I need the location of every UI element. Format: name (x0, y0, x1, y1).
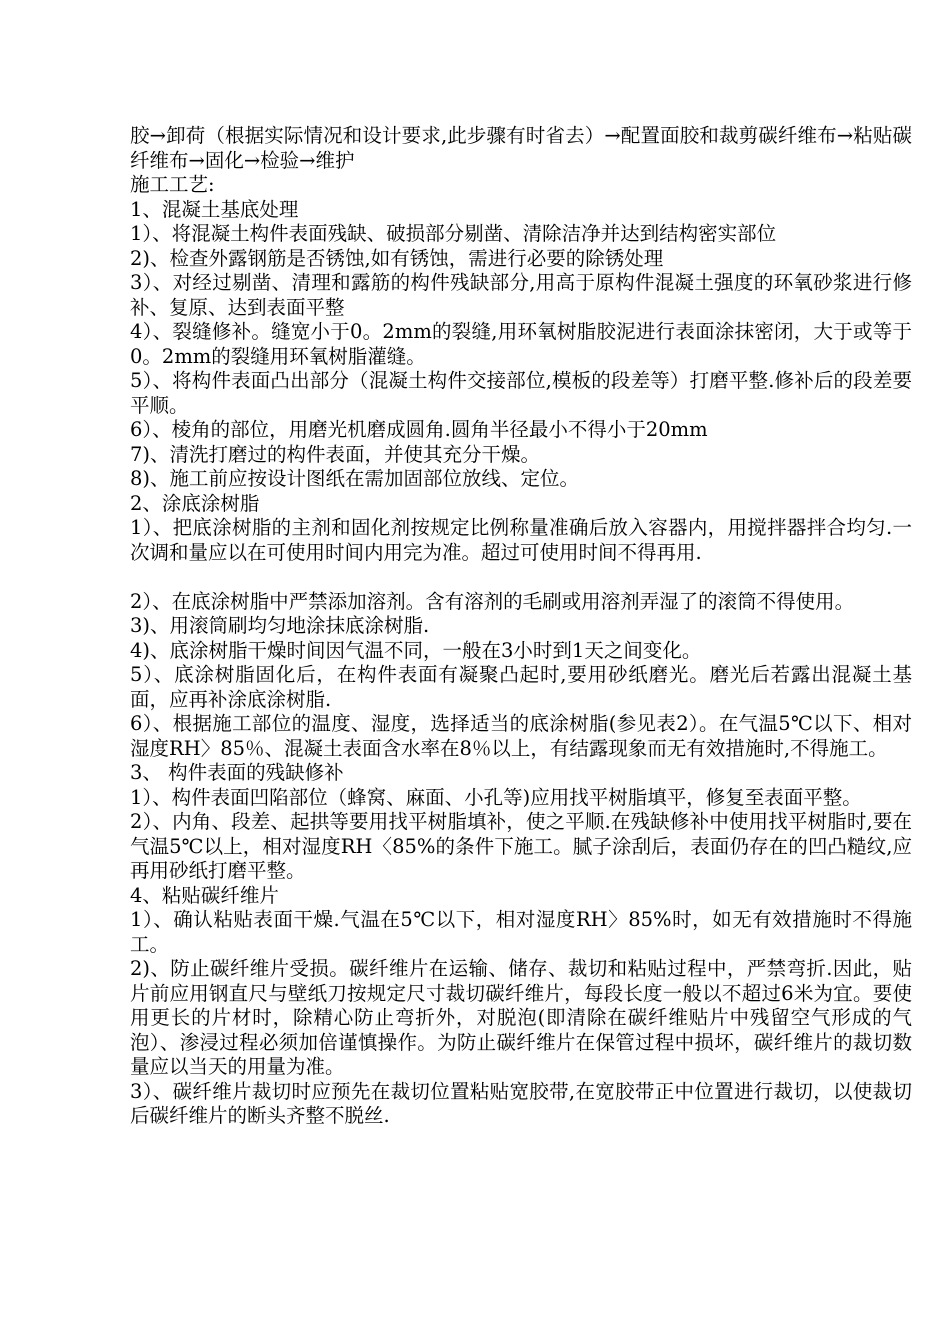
paragraph: 2)、检查外露钢筋是否锈蚀,如有锈蚀，需进行必要的除锈处理 (130, 246, 664, 270)
section-label: 施工工艺: (130, 173, 215, 196)
paragraph: 7)、清洗打磨过的构件表面，并使其充分干燥。 (130, 442, 541, 466)
blank-line (130, 565, 912, 590)
paragraph: 1）、把底涂树脂的主剂和固化剂按规定比例称量准确后放入容器内，用搅拌器拌合均匀.一次调和量应以在可使用时间内用完为准。超过可使用时间不得再用. (130, 516, 912, 564)
paragraph: 2）、内角、段差、起拱等要用找平树脂填补，使之平顺.在残缺修补中使用找平树脂时,要在气温5℃以上，相对湿度RH〈85%的条件下施工。腻子涂刮后，表面仍存在的凹凸糙纹,应再用砂纸打磨平整。 (130, 810, 912, 882)
paragraph: 2）、在底涂树脂中严禁添加溶剂。含有溶剂的毛刷或用溶剂弄湿了的滚筒不得使用。 (130, 589, 855, 613)
section-heading: 3、 构件表面的残缺修补 (130, 761, 344, 784)
paragraph: 4）、裂缝修补。缝宽小于0。2mm的裂缝,用环氧树脂胶泥进行表面涂抹密闭，大于或等于0。2mm的裂缝用环氧树脂灌缝。 (130, 320, 912, 368)
section-heading: 4、粘贴碳纤维片 (130, 883, 279, 907)
paragraph: 6）、根据施工部位的温度、湿度，选择适当的底涂树脂(参见表2）。在气温5℃以下、相对湿度RH〉85％、混凝土表面含水率在8％以上，有结露现象而无有效措施时,不得施工。 (130, 712, 912, 760)
paragraph: 5）、底涂树脂固化后，在构件表面有凝聚凸起时,要用砂纸磨光。磨光后若露出混凝土基面，应再补涂底涂树脂. (130, 663, 912, 711)
paragraph: 1）、构件表面凹陷部位（蜂窝、麻面、小孔等)应用找平树脂填平，修复至表面平整。 (130, 785, 862, 809)
paragraph: 3）、对经过剔凿、清理和露筋的构件残缺部分,用高于原构件混凝土强度的环氧砂浆进行修补、复原、达到表面平整 (130, 271, 912, 319)
paragraph: 6）、棱角的部位，用磨光机磨成圆角.圆角半径最小不得小于20mm (130, 418, 708, 441)
paragraph: 1）、将混凝土构件表面残缺、破损部分剔凿、清除洁净并达到结构密实部位 (130, 222, 777, 245)
document-body (130, 124, 912, 1129)
paragraph: 4)、底涂树脂干燥时间因气温不同，一般在3小时到1天之间变化。 (130, 638, 702, 662)
paragraph: 胶→卸荷（根据实际情况和设计要求,此步骤有时省去）→配置面胶和裁剪碳纤维布→粘贴碳纤维布→固化→检验→维护 (130, 124, 912, 172)
paragraph: 5）、将构件表面凸出部分（混凝土构件交接部位,模板的段差等）打磨平整.修补后的段差要平顺。 (130, 369, 912, 417)
section-heading: 2、涂底涂树脂 (130, 491, 260, 515)
section-heading: 1、混凝土基底处理 (130, 197, 299, 221)
paragraph: 8)、施工前应按设计图纸在需加固部位放线、定位。 (130, 467, 580, 490)
paragraph: 3)、用滚筒刷均匀地涂抹底涂树脂. (130, 614, 430, 637)
paragraph: 2)、防止碳纤维片受损。碳纤维片在运输、储存、裁切和粘贴过程中，严禁弯折.因此，贴片前应用钢直尺与壁纸刀按规定尺寸裁切碳纤维片，每段长度一般以不超过6米为宜。要使用更长的片材时，除精心防止弯折外，对脱泡(即清除在碳纤维贴片中残留空气形成的气泡）、渗浸过程必须加倍谨慎操作。为防止碳纤维片在保管过程中损坏，碳纤维片的裁切数量应以当天的用量为准。 (130, 957, 912, 1078)
paragraph: 3）、碳纤维片裁切时应预先在裁切位置粘贴宽胶带,在宽胶带正中位置进行裁切，以使裁切后碳纤维片的断头齐整不脱丝. (130, 1079, 912, 1127)
paragraph: 1）、确认粘贴表面干燥.气温在5℃以下，相对湿度RH〉85%时，如无有效措施时不得施工。 (130, 908, 912, 956)
